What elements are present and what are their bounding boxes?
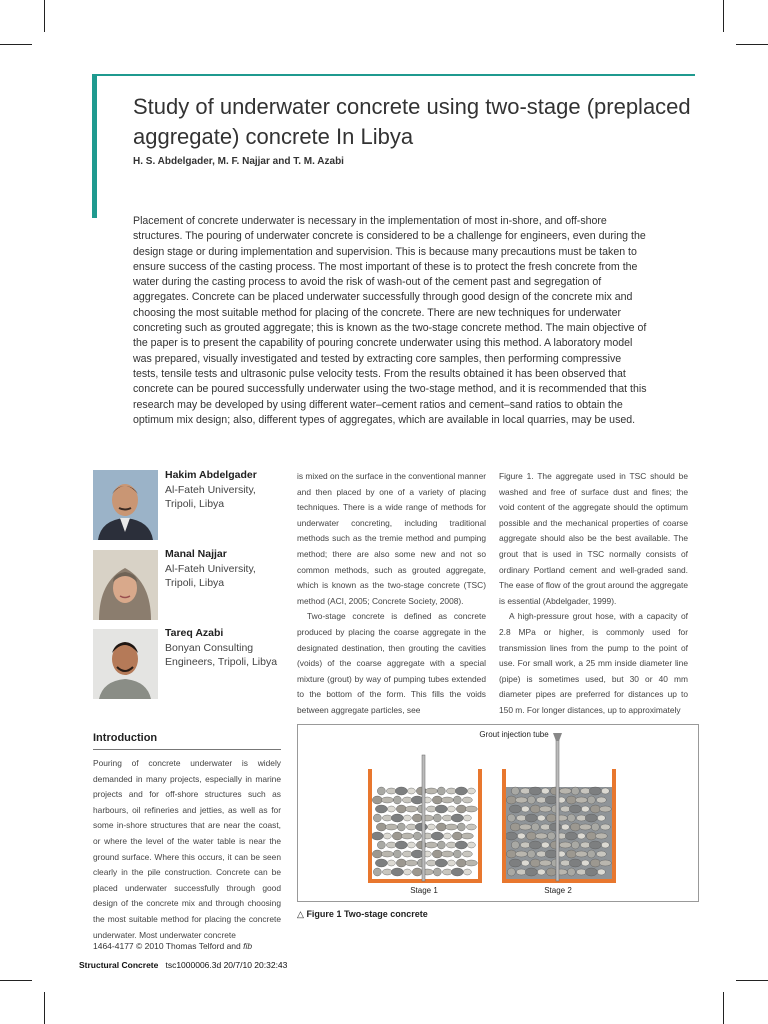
crop-mark xyxy=(723,0,724,32)
aggregate-stone xyxy=(405,806,417,812)
aggregate-stone xyxy=(581,806,589,812)
grout-tube xyxy=(556,739,559,881)
aggregate-stone xyxy=(377,841,385,849)
aggregate-stone xyxy=(567,814,575,822)
aggregate-stone xyxy=(541,842,549,848)
aggregate-stone xyxy=(596,851,606,857)
aggregate-stone xyxy=(575,797,587,803)
crop-mark xyxy=(736,980,768,981)
figure-diagram xyxy=(298,725,698,901)
aggregate-stone xyxy=(589,841,601,849)
aggregate-stone xyxy=(509,805,521,813)
aggregate-stone xyxy=(467,842,475,848)
grout-tube xyxy=(422,755,425,881)
aggregate-stone xyxy=(579,824,591,830)
aggregate-stone xyxy=(412,814,422,822)
aggregate-stone xyxy=(411,850,423,858)
aggregate-stone xyxy=(539,860,551,866)
aggregate-stone xyxy=(545,850,557,858)
file-info: tsc1000006.3d 20/7/10 20:32:43 xyxy=(165,960,288,970)
aggregate-stone xyxy=(520,842,530,848)
aggregate-stone xyxy=(405,860,417,866)
aggregate-stone xyxy=(465,860,477,866)
paragraph: Figure 1. The aggregate used in TSC should be washed and free of surface dust and fines; the void content of the aggregate should the optimum possible and the mechanical properties of coarse aggregate should also be the best available. The grout that is used in TSC normally consists of ordinary Portland cement and well-graded sand. The ease of flow of the grout around the aggregate is essential (Abdelgader, 1999). xyxy=(499,471,688,606)
aggregate-stone xyxy=(526,832,536,840)
aggregate-stone xyxy=(426,860,436,866)
aggregate-stone xyxy=(511,787,519,795)
aggregate-stone xyxy=(403,869,411,875)
aggregate-stone xyxy=(455,787,467,795)
aggregate-stone xyxy=(539,806,551,812)
figure-caption-text: Figure 1 Two-stage concrete xyxy=(306,909,428,919)
crop-mark xyxy=(44,992,45,1024)
aggregate-stone xyxy=(446,842,456,848)
aggregate-stone xyxy=(412,868,422,876)
footer-copyright xyxy=(93,941,252,951)
aggregate-stone xyxy=(530,859,540,867)
aggregate-stone xyxy=(445,824,457,830)
aggregate-stone xyxy=(442,815,452,821)
aggregate-stone xyxy=(435,805,447,813)
author-affiliation: Bonyan Consulting Engineers, Tripoli, Libya xyxy=(165,642,278,668)
aggregate-stone xyxy=(396,805,406,813)
aggregate-stone xyxy=(569,859,581,867)
aggregate-stone xyxy=(395,787,407,795)
figure-label-grout-tube: Grout injection tube xyxy=(479,730,549,739)
crop-mark xyxy=(0,44,32,45)
aggregate-stone xyxy=(441,797,453,803)
aggregate-stone xyxy=(586,832,596,840)
figure-caption xyxy=(297,909,428,920)
aggregate-stone xyxy=(537,869,545,875)
aggregate-stone xyxy=(456,805,466,813)
aggregate-stone xyxy=(587,796,595,804)
aggregate-stone xyxy=(519,824,531,830)
aggregate-stone xyxy=(510,823,520,831)
aggregate-stone xyxy=(462,851,472,857)
aggregate-stone xyxy=(385,824,397,830)
aggregate-stone xyxy=(413,832,421,840)
author-photo-azabi xyxy=(93,629,158,699)
aggregate-stone xyxy=(560,806,570,812)
aggregate-stone xyxy=(442,869,452,875)
aggregate-stone xyxy=(386,788,396,794)
aggregate-stone xyxy=(559,788,571,794)
aggregate-stone xyxy=(435,859,447,867)
author-photo-najjar xyxy=(93,550,158,620)
aggregate-stone xyxy=(427,824,435,830)
paragraph: Two-stage concrete is defined as concrete produced by placing the coarse aggregate in the designated destination, then grouting the cavities (voids) of the coarse aggregate with a special mixture (grout) by way of pumping tubes extended to the bottom of the form. This fills the voids between aggregate particles, see xyxy=(297,611,486,715)
aggregate-stone xyxy=(437,787,445,795)
aggregate-stone xyxy=(595,833,607,839)
aggregate-stone xyxy=(432,850,442,858)
aggregate-stone xyxy=(599,806,611,812)
body-column-2 xyxy=(297,469,486,719)
aggregate-stone xyxy=(536,851,546,857)
aggregate-stone xyxy=(381,851,393,857)
aggregate-stone xyxy=(375,805,387,813)
aggregate-stone xyxy=(571,787,579,795)
aggregate-stone xyxy=(576,815,586,821)
aggregate-stone xyxy=(511,841,519,849)
aggregate-stone xyxy=(546,868,556,876)
aggregate-stone xyxy=(585,814,597,822)
aggregate-stone xyxy=(377,787,385,795)
author-affiliation: Al-Fateh University, Tripoli, Libya xyxy=(165,563,256,589)
aggregate-stone xyxy=(381,797,393,803)
crop-mark xyxy=(723,992,724,1024)
aggregate-stone xyxy=(375,859,387,867)
aggregate-stone xyxy=(536,797,546,803)
aggregate-stone xyxy=(571,841,579,849)
aggregate-stone xyxy=(580,842,590,848)
aggregate-stone xyxy=(466,824,476,830)
tank-wall xyxy=(368,769,372,883)
aggregate-stone xyxy=(436,823,446,831)
aggregate-stone xyxy=(463,815,471,821)
figure-label-stage-2: Stage 2 xyxy=(544,886,572,895)
aggregate-stone xyxy=(411,796,423,804)
aggregate-stone xyxy=(451,814,463,822)
aggregate-stone xyxy=(437,841,445,849)
article-authors: H. S. Abdelgader, M. F. Najjar and T. M. Azabi xyxy=(133,156,344,167)
aggregate-stone xyxy=(507,814,515,822)
aggregate-stone xyxy=(565,832,577,840)
section-rule xyxy=(93,749,281,750)
aggregate-stone xyxy=(559,842,571,848)
aggregate-stone xyxy=(566,850,576,858)
aggregate-stone xyxy=(585,868,597,876)
figure-two-stage-concrete xyxy=(297,724,699,902)
aggregate-stone xyxy=(465,806,477,812)
article-title: Study of underwater concrete using two-stage (preplaced aggregate) concrete In Libya xyxy=(133,94,691,149)
aggregate-stone xyxy=(373,868,381,876)
aggregate-stone xyxy=(567,868,575,876)
aggregate-stone xyxy=(509,859,521,867)
header-accent-line xyxy=(92,74,695,76)
aggregate-stone xyxy=(521,806,529,812)
aggregate-stone xyxy=(507,868,515,876)
aggregate-stone xyxy=(432,796,442,804)
aggregate-stone xyxy=(541,788,549,794)
aggregate-stone xyxy=(587,850,595,858)
aggregate-stone xyxy=(433,814,441,822)
aggregate-stone xyxy=(391,814,403,822)
tank-wall xyxy=(502,769,506,883)
aggregate-stone xyxy=(596,797,606,803)
aggregate-stone xyxy=(387,806,395,812)
aggregate-stone xyxy=(590,859,600,867)
aggregate-stone xyxy=(407,788,415,794)
aggregate-stone xyxy=(527,850,535,858)
aggregate-stone xyxy=(505,832,517,840)
author-name: Manal Najjar xyxy=(165,548,227,560)
crop-mark xyxy=(44,0,45,32)
aggregate-stone xyxy=(382,869,392,875)
aggregate-stone xyxy=(537,815,545,821)
aggregate-stone xyxy=(397,823,405,831)
aggregate-stone xyxy=(372,796,382,804)
tank-wall xyxy=(612,769,616,883)
aggregate-stone xyxy=(453,850,461,858)
aggregate-stone xyxy=(569,805,581,813)
aggregate-stone xyxy=(402,851,412,857)
aggregate-stone xyxy=(601,788,609,794)
author-photo-abdelgader xyxy=(93,470,158,540)
grout-hose-head xyxy=(553,733,562,741)
aggregate-stone xyxy=(456,859,466,867)
paragraph: A high-pressure grout hose, with a capacity of 2.8 MPa or higher, is commonly used for transmission lines from the pump to the point of use. For small work, a 25 mm inside diameter line (pipe) is sometimes used, but 30 or 40 mm diameter pipes are preferred for distances up to 150 m. For longer distances, up to approximately xyxy=(499,611,688,715)
aggregate-stone xyxy=(396,859,406,867)
aggregate-stone xyxy=(467,788,475,794)
tank-stage-1 xyxy=(368,755,482,883)
aggregate-stone xyxy=(516,815,526,821)
aggregate-stone xyxy=(590,805,600,813)
copyright-fib: fib xyxy=(243,941,253,951)
aggregate-stone xyxy=(376,823,386,831)
aggregate-stone xyxy=(426,806,436,812)
crop-mark xyxy=(736,44,768,45)
aggregate-stone xyxy=(457,823,465,831)
aggregate-stone xyxy=(540,824,550,830)
aggregate-stone xyxy=(443,833,451,839)
aggregate-stone xyxy=(535,833,547,839)
aggregate-stone xyxy=(506,850,516,858)
header-accent-bar xyxy=(92,76,97,218)
aggregate-stone xyxy=(401,833,413,839)
aggregate-stone xyxy=(407,842,415,848)
aggregate-stone xyxy=(546,814,556,822)
aggregate-stone xyxy=(383,833,391,839)
tank-stage-2 xyxy=(502,733,616,883)
aggregate-stone xyxy=(529,841,541,849)
aggregate-stone xyxy=(575,851,587,857)
aggregate-stone xyxy=(415,823,427,831)
aggregate-stone xyxy=(403,815,411,821)
aggregate-stone xyxy=(549,823,561,831)
author-name: Tareq Azabi xyxy=(165,627,224,639)
aggregate-stone xyxy=(517,833,525,839)
aggregate-stone xyxy=(433,868,441,876)
aggregate-stone xyxy=(452,832,462,840)
aggregate-stone xyxy=(560,860,570,866)
crop-mark xyxy=(0,980,32,981)
aggregate-stone xyxy=(462,797,472,803)
aggregate-stone xyxy=(547,832,555,840)
aggregate-stone xyxy=(597,869,605,875)
aggregate-stone xyxy=(393,796,401,804)
aggregate-stone xyxy=(402,797,412,803)
article-abstract: Placement of concrete underwater is necessary in the implementation of most in-shore, and off-shore structures. The pouring of underwater concrete is considered to be a challenge for engineers, even during the design stage or during implementation and supervision. This is because many precautions must be taken to ensure success of the casting process. The most important of these is to protect the fresh concrete from the water during the casting process to avoid the risk of wash-out of the cement past and segregation of aggregates. Concrete can be placed underwater successfully through good design of the concrete mix and choosing the most suitable method for placing of the concrete. There are new techniques for underwater concreting such as grouted aggregate; this is known as the two-stage concrete method. The main objective of the paper is to present the capability of pouring concrete underwater using this method. A laboratory model was prepared, visually investigated and tested by extracting core samples, then performing compressive tests, tensile tests and ultrasonic pulse velocity tests. From the results obtained it has been observed that concrete can be poured successfully underwater using the two-stage method, and it is recommended that this research may be developed by using different water–cement ratios and cement–sand ratios to obtain the optimum mix design; also, different types of aggregates, which are available in local quarries, may be used. xyxy=(133,215,647,426)
aggregate-stone xyxy=(577,833,585,839)
aggregate-stone xyxy=(566,796,576,804)
author-affiliation: Al-Fateh University, Tripoli, Libya xyxy=(165,484,256,510)
aggregate-stone xyxy=(527,796,535,804)
aggregate-stone xyxy=(372,850,382,858)
issn: 1464-4177 xyxy=(93,941,134,951)
aggregate-stone xyxy=(431,832,443,840)
aggregate-stone xyxy=(576,869,586,875)
aggregate-stone xyxy=(589,787,601,795)
aggregate-stone xyxy=(461,833,473,839)
aggregate-stone xyxy=(561,824,569,830)
figure-marker-icon: △ xyxy=(297,909,304,919)
aggregate-stone xyxy=(581,860,589,866)
aggregate-stone xyxy=(391,868,403,876)
aggregate-stone xyxy=(570,823,580,831)
aggregate-stone xyxy=(393,850,401,858)
aggregate-stone xyxy=(395,841,407,849)
aggregate-stone xyxy=(406,824,416,830)
aggregate-stone xyxy=(516,869,526,875)
section-heading-introduction: Introduction xyxy=(93,732,158,744)
aggregate-stone xyxy=(591,823,599,831)
aggregate-stone xyxy=(455,841,467,849)
aggregate-stone xyxy=(601,842,609,848)
body-column-3 xyxy=(499,469,688,719)
aggregate-stone xyxy=(545,796,557,804)
aggregate-stone xyxy=(530,805,540,813)
introduction-text: Pouring of concrete underwater is widely demanded in many projects, especially in marine projects and for off-shore structures such as harbours, oil refineries and jetties, as well as for some in-shore structures that are near the coast, or where the level of the water table is near the ground surface. Where this occurs, it can be seen clearly in the pile construction. Concrete can be placed underwater successfully through good design of the concrete mix and through choosing the most suitable method for placing the concrete underwater. Most underwater concrete xyxy=(93,758,281,940)
aggregate-stone xyxy=(382,815,392,821)
aggregate-stone xyxy=(392,832,402,840)
copyright-holder: 2010 Thomas Telford and xyxy=(144,941,241,951)
aggregate-stone xyxy=(447,806,455,812)
aggregate-stone xyxy=(597,815,605,821)
aggregate-stone xyxy=(515,851,527,857)
aggregate-stone xyxy=(425,842,437,848)
aggregate-stone xyxy=(506,796,516,804)
copyright-icon: © xyxy=(136,941,143,951)
aggregate-stone xyxy=(531,823,539,831)
aggregate-stone xyxy=(521,860,529,866)
journal-name: Structural Concrete xyxy=(79,960,159,970)
aggregate-stone xyxy=(425,788,437,794)
aggregate-stone xyxy=(599,860,611,866)
aggregate-stone xyxy=(520,788,530,794)
aggregate-stone xyxy=(446,788,456,794)
aggregate-stone xyxy=(371,832,383,840)
aggregate-stone xyxy=(441,851,453,857)
aggregate-stone xyxy=(525,868,537,876)
aggregate-stone xyxy=(580,788,590,794)
tank-wall xyxy=(478,769,482,883)
aggregate-stone xyxy=(373,814,381,822)
figure-label-stage-1: Stage 1 xyxy=(410,886,438,895)
aggregate-stone xyxy=(525,814,537,822)
aggregate-stone xyxy=(529,787,541,795)
footer-journal xyxy=(79,960,287,970)
aggregate-stone xyxy=(387,860,395,866)
aggregate-stone xyxy=(463,869,471,875)
aggregate-stone xyxy=(600,824,610,830)
aggregate-stone xyxy=(447,860,455,866)
author-name: Hakim Abdelgader xyxy=(165,469,257,481)
aggregate-stone xyxy=(453,796,461,804)
paragraph: is mixed on the surface in the conventional manner and then placed by one of a variety of placing techniques. There is a wide range of methods for underwater concreting, including traditional methods such as the tremie method and pumping method; there are also some new and not so common methods, such as grouted aggregate, which is known as the two-stage concrete (TSC) method (ACI, 2005; Concrete Society, 2008). xyxy=(297,471,487,606)
aggregate-stone xyxy=(386,842,396,848)
aggregate-stone xyxy=(515,797,527,803)
aggregate-stone xyxy=(451,868,463,876)
